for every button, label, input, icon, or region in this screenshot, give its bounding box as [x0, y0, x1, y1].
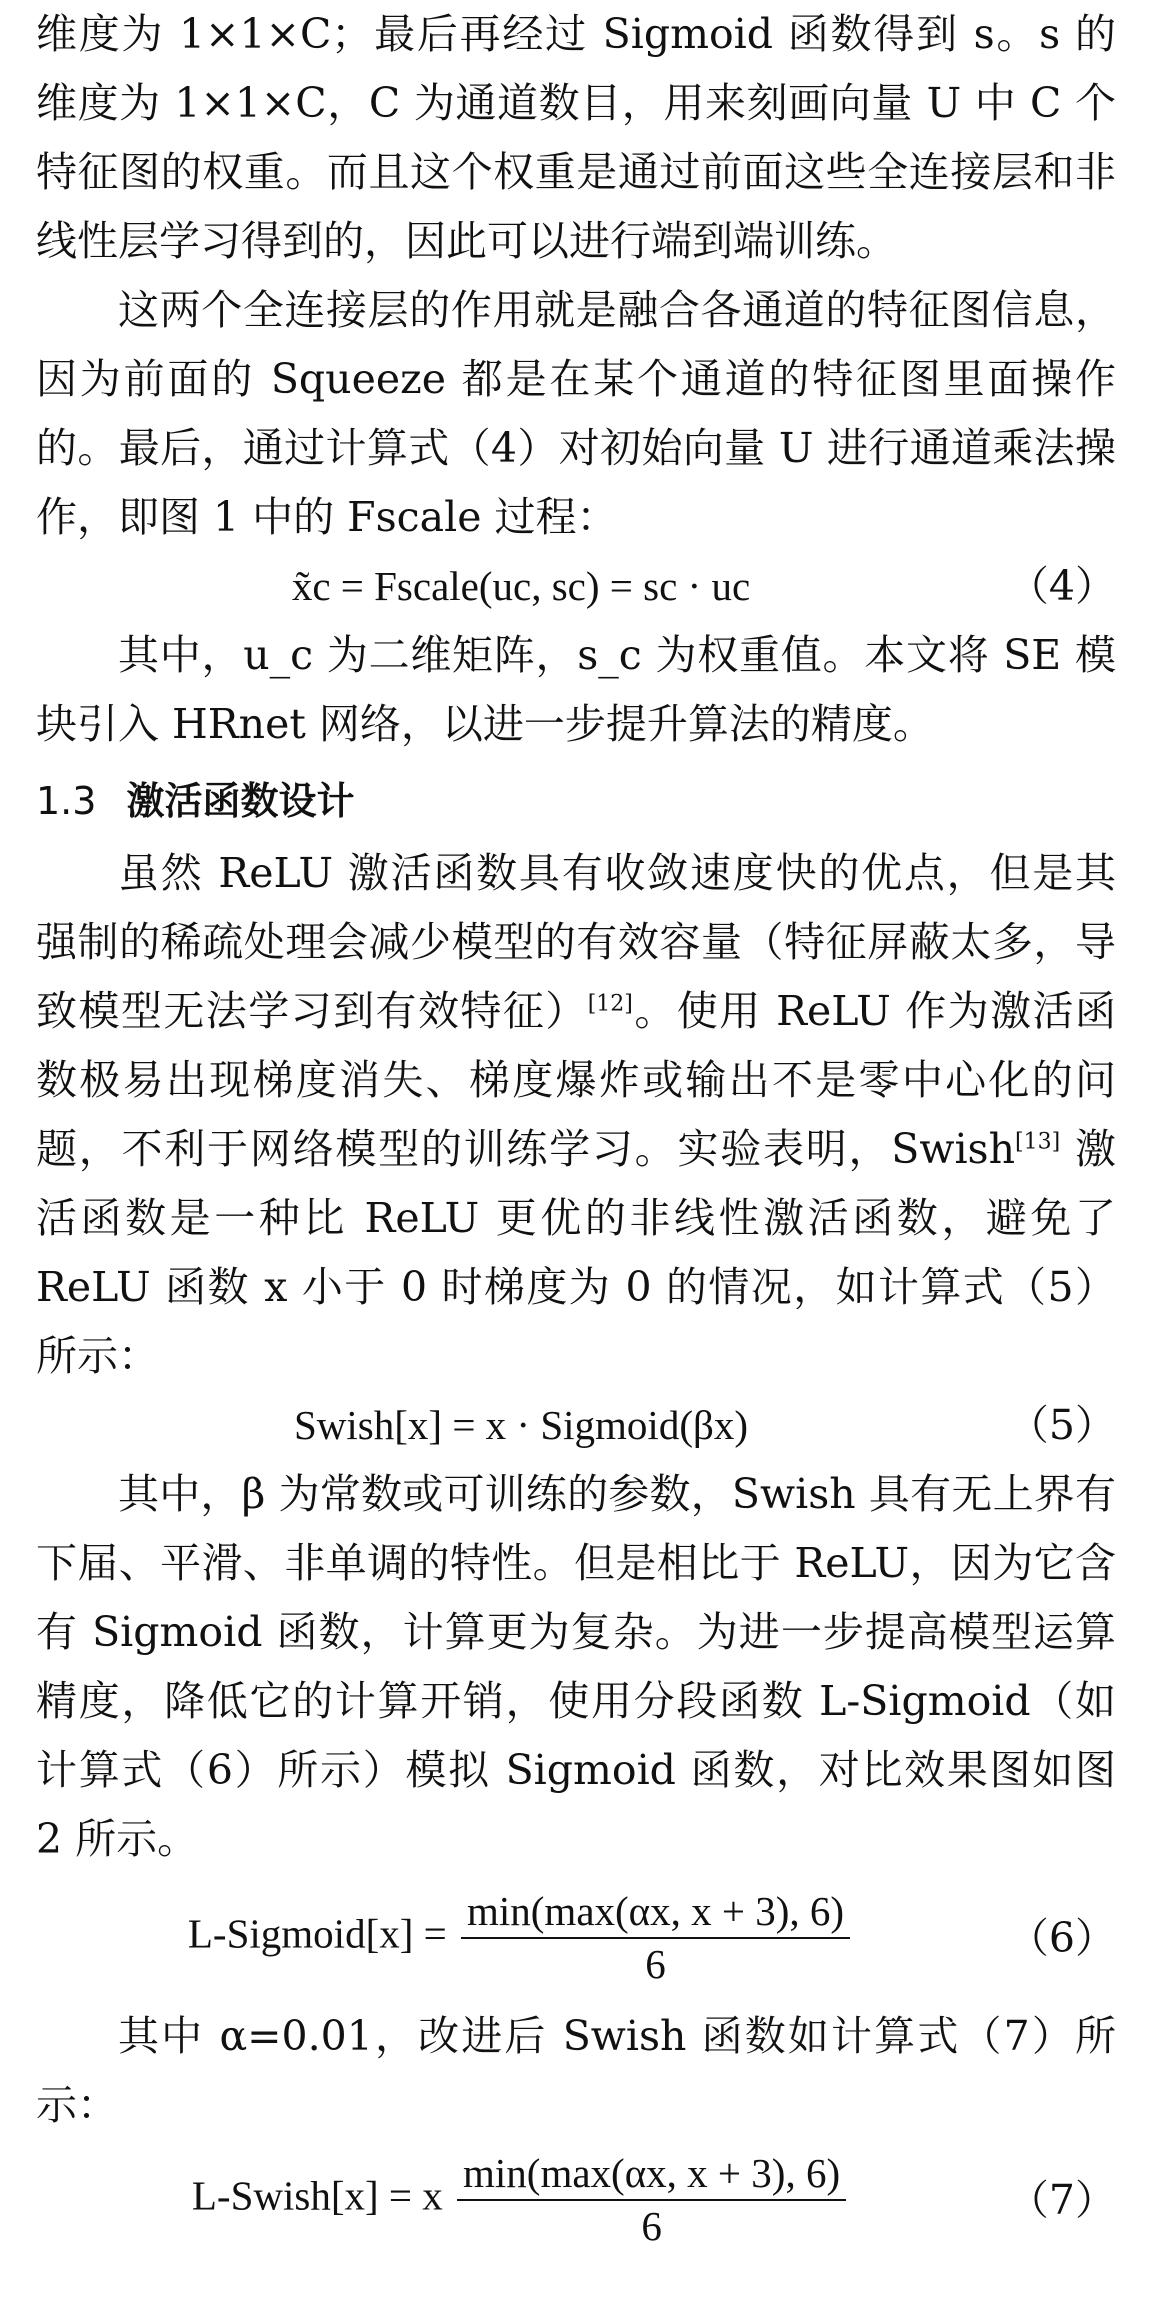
citation-12: [12] [587, 991, 633, 1017]
paragraph-se-dimension: 维度为 1×1×C；最后再经过 Sigmoid 函数得到 s。s 的维度为 1×1×C，C 为通道数目，用来刻画向量 U 中 C 个特征图的权重。而且这个权重是通过前面这些全连接层和非线性层学习得到的，因此可以进行端到端训练。 [36, 10, 1116, 265]
paragraph-relu-part2: 。使用 ReLU 作为激活函数极易出现梯度消失、梯度爆炸或输出不是零中心化的问题，不利于网络模型的训练学习。实验表明，Swish [36, 987, 1116, 1173]
equation-6-numerator: min(max(αx, x + 3), 6) [461, 1888, 850, 1939]
equation-6 [36, 1888, 1116, 1988]
paragraph-alpha: 其中 α=0.01，改进后 Swish 函数如计算式（7）所示： [36, 2012, 1116, 2130]
section-number: 1.3 [36, 779, 97, 823]
section-heading [36, 763, 1116, 839]
equation-5-body: Swish[x] = x · Sigmoid(βx) [294, 1402, 748, 1448]
equation-4-body: x̃c = Fscale(uc, sc) = sc · uc [291, 563, 751, 609]
equation-7-lhs: L-Swish[x] = x [191, 2172, 443, 2219]
equation-5 [36, 1391, 1116, 1460]
equation-4-number: （4） [1007, 562, 1116, 610]
equation-7-denominator: 6 [641, 2203, 662, 2250]
equation-7-body [36, 2150, 1006, 2250]
equation-4 [36, 552, 1116, 621]
equation-5-number: （5） [1007, 1401, 1116, 1449]
paragraph-relu [36, 839, 1116, 1391]
equation-7 [36, 2150, 1116, 2250]
equation-6-number: （6） [1007, 1913, 1116, 1962]
citation-13: [13] [1015, 1129, 1061, 1155]
equation-7-number: （7） [1007, 2175, 1116, 2224]
paragraph-swish: 其中，β 为常数或可训练的参数，Swish 具有无上界有下届、平滑、非单调的特性。但是相比于 ReLU，因为它含有 Sigmoid 函数，计算更为复杂。为进一步提高模型运算精度，降低它的计算开销，使用分段函数 L-Sigmoid（如计算式（6）所示）模拟 Sigmoid 函数，对比效果图如图 2 所示。 [36, 1470, 1116, 1863]
equation-6-lhs: L-Sigmoid[x] = [187, 1910, 447, 1957]
equation-6-body [36, 1888, 1006, 1988]
equation-6-fraction [461, 1888, 850, 1988]
paragraph-relu-part1: 虽然 ReLU 激活函数具有收敛速度快的优点，但是其强制的稀疏处理会减少模型的有效容量（特征屏蔽太多，导致模型无法学习到有效特征） [36, 849, 1116, 1035]
equation-7-fraction [457, 2150, 846, 2250]
equation-6-denominator: 6 [645, 1941, 666, 1988]
paragraph-uc-sc: 其中，u_c 为二维矩阵，s_c 为权重值。本文将 SE 模块引入 HRnet 网络，以进一步提升算法的精度。 [36, 631, 1116, 748]
equation-7-numerator: min(max(αx, x + 3), 6) [457, 2150, 846, 2201]
paragraph-relu-part3: 激活函数是一种比 ReLU 更优的非线性激活函数，避免了 ReLU 函数 x 小于 0 时梯度为 0 的情况，如计算式（5）所示： [36, 1125, 1116, 1380]
paragraph-fully-connected: 这两个全连接层的作用就是融合各通道的特征图信息，因为前面的 Squeeze 都是在某个通道的特征图里面操作的。最后，通过计算式（4）对初始向量 U 进行通道乘法操作，即图 1 中的 Fscale 过程： [36, 286, 1116, 541]
section-title: 激活函数设计 [126, 779, 355, 823]
